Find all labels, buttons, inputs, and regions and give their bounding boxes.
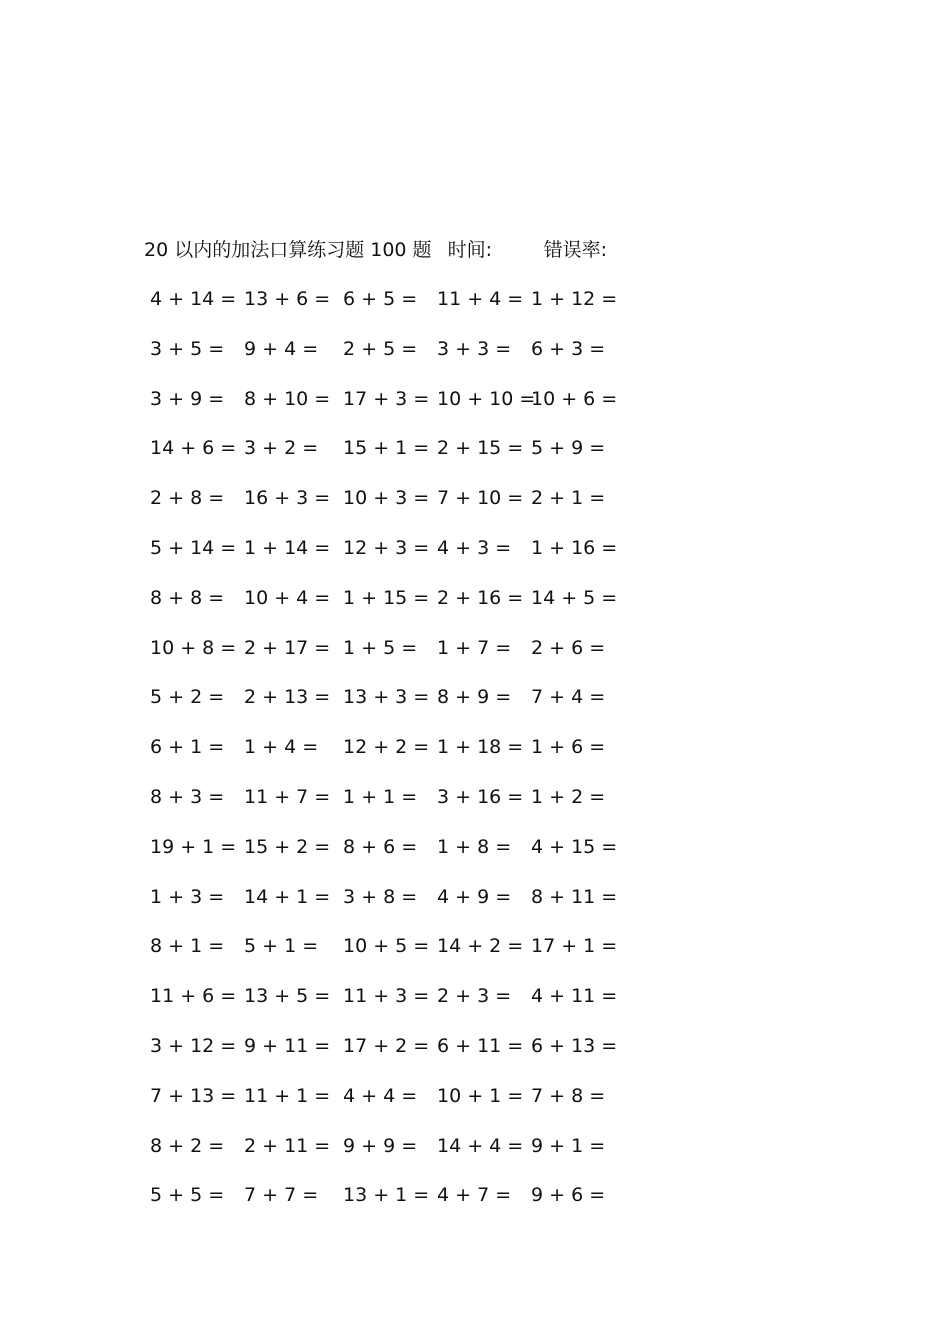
problem-r7-c1: 8 + 8 = — [150, 587, 225, 609]
problem-r19-c1: 5 + 5 = — [150, 1184, 225, 1206]
problem-r18-c4: 14 + 4 = — [437, 1135, 524, 1157]
problem-r3-c2: 8 + 10 = — [244, 388, 331, 410]
problem-r6-c3: 12 + 3 = — [343, 537, 430, 559]
problem-r15-c2: 13 + 5 = — [244, 985, 331, 1007]
problem-r10-c4: 1 + 18 = — [437, 736, 524, 758]
problem-r9-c1: 5 + 2 = — [150, 686, 225, 708]
problem-r5-c1: 2 + 8 = — [150, 487, 225, 509]
problem-r11-c5: 1 + 2 = — [531, 786, 606, 808]
problem-r5-c3: 10 + 3 = — [343, 487, 430, 509]
problem-r3-c1: 3 + 9 = — [150, 388, 225, 410]
problem-r13-c1: 1 + 3 = — [150, 886, 225, 908]
problem-r5-c2: 16 + 3 = — [244, 487, 331, 509]
problem-r10-c5: 1 + 6 = — [531, 736, 606, 758]
problem-r1-c2: 13 + 6 = — [244, 288, 331, 310]
problem-r13-c4: 4 + 9 = — [437, 886, 512, 908]
problem-r14-c4: 14 + 2 = — [437, 935, 524, 957]
problem-r4-c5: 5 + 9 = — [531, 437, 606, 459]
problem-r6-c1: 5 + 14 = — [150, 537, 237, 559]
problem-r7-c4: 2 + 16 = — [437, 587, 524, 609]
problem-r19-c4: 4 + 7 = — [437, 1184, 512, 1206]
worksheet-header — [144, 236, 607, 264]
problem-r10-c2: 1 + 4 = — [244, 736, 319, 758]
problem-r15-c5: 4 + 11 = — [531, 985, 618, 1007]
problem-r18-c3: 9 + 9 = — [343, 1135, 418, 1157]
time-label: 时间: — [447, 239, 493, 261]
problem-r8-c1: 10 + 8 = — [150, 637, 237, 659]
problem-r3-c4: 10 + 10 = — [437, 388, 536, 410]
problem-r12-c5: 4 + 15 = — [531, 836, 618, 858]
problem-r2-c2: 9 + 4 = — [244, 338, 319, 360]
problem-r13-c2: 14 + 1 = — [244, 886, 331, 908]
problem-r16-c4: 6 + 11 = — [437, 1035, 524, 1057]
problem-r12-c2: 15 + 2 = — [244, 836, 331, 858]
problem-r8-c3: 1 + 5 = — [343, 637, 418, 659]
problem-r7-c2: 10 + 4 = — [244, 587, 331, 609]
problem-r18-c1: 8 + 2 = — [150, 1135, 225, 1157]
problem-r4-c3: 15 + 1 = — [343, 437, 430, 459]
problem-r4-c2: 3 + 2 = — [244, 437, 319, 459]
problem-r11-c3: 1 + 1 = — [343, 786, 418, 808]
problem-r2-c4: 3 + 3 = — [437, 338, 512, 360]
problem-r14-c3: 10 + 5 = — [343, 935, 430, 957]
problem-r13-c5: 8 + 11 = — [531, 886, 618, 908]
problem-r7-c5: 14 + 5 = — [531, 587, 618, 609]
problem-r8-c4: 1 + 7 = — [437, 637, 512, 659]
problem-r14-c2: 5 + 1 = — [244, 935, 319, 957]
problem-r5-c5: 2 + 1 = — [531, 487, 606, 509]
problem-r6-c2: 1 + 14 = — [244, 537, 331, 559]
problem-r12-c4: 1 + 8 = — [437, 836, 512, 858]
problem-r17-c1: 7 + 13 = — [150, 1085, 237, 1107]
problem-r3-c3: 17 + 3 = — [343, 388, 430, 410]
problem-r4-c4: 2 + 15 = — [437, 437, 524, 459]
error-rate-label: 错误率: — [543, 239, 608, 261]
problem-r1-c1: 4 + 14 = — [150, 288, 237, 310]
problem-r19-c5: 9 + 6 = — [531, 1184, 606, 1206]
problem-r8-c5: 2 + 6 = — [531, 637, 606, 659]
problem-r5-c4: 7 + 10 = — [437, 487, 524, 509]
problem-r10-c3: 12 + 2 = — [343, 736, 430, 758]
problem-r19-c3: 13 + 1 = — [343, 1184, 430, 1206]
problem-r15-c4: 2 + 3 = — [437, 985, 512, 1007]
problem-r1-c3: 6 + 5 = — [343, 288, 418, 310]
problem-r11-c2: 11 + 7 = — [244, 786, 331, 808]
problem-r17-c3: 4 + 4 = — [343, 1085, 418, 1107]
problem-r18-c5: 9 + 1 = — [531, 1135, 606, 1157]
problem-r3-c5: 10 + 6 = — [531, 388, 618, 410]
problem-r15-c1: 11 + 6 = — [150, 985, 237, 1007]
problem-r19-c2: 7 + 7 = — [244, 1184, 319, 1206]
problem-r4-c1: 14 + 6 = — [150, 437, 237, 459]
problem-r7-c3: 1 + 15 = — [343, 587, 430, 609]
problem-r13-c3: 3 + 8 = — [343, 886, 418, 908]
problem-r11-c1: 8 + 3 = — [150, 786, 225, 808]
problem-r16-c5: 6 + 13 = — [531, 1035, 618, 1057]
problem-r11-c4: 3 + 16 = — [437, 786, 524, 808]
problem-r1-c4: 11 + 4 = — [437, 288, 524, 310]
problem-r2-c3: 2 + 5 = — [343, 338, 418, 360]
problem-r9-c5: 7 + 4 = — [531, 686, 606, 708]
problem-r8-c2: 2 + 17 = — [244, 637, 331, 659]
problem-r14-c1: 8 + 1 = — [150, 935, 225, 957]
problem-r6-c4: 4 + 3 = — [437, 537, 512, 559]
problem-r12-c3: 8 + 6 = — [343, 836, 418, 858]
problem-r9-c3: 13 + 3 = — [343, 686, 430, 708]
problem-r16-c3: 17 + 2 = — [343, 1035, 430, 1057]
problem-r15-c3: 11 + 3 = — [343, 985, 430, 1007]
problem-r12-c1: 19 + 1 = — [150, 836, 237, 858]
problem-r17-c2: 11 + 1 = — [244, 1085, 331, 1107]
problem-r6-c5: 1 + 16 = — [531, 537, 618, 559]
problem-r1-c5: 1 + 12 = — [531, 288, 618, 310]
problem-r10-c1: 6 + 1 = — [150, 736, 225, 758]
problem-r9-c4: 8 + 9 = — [437, 686, 512, 708]
worksheet-title: 20 以内的加法口算练习题 100 题 — [144, 239, 432, 261]
problem-r16-c1: 3 + 12 = — [150, 1035, 237, 1057]
problem-r18-c2: 2 + 11 = — [244, 1135, 331, 1157]
problem-r2-c1: 3 + 5 = — [150, 338, 225, 360]
problem-r16-c2: 9 + 11 = — [244, 1035, 331, 1057]
problem-r17-c5: 7 + 8 = — [531, 1085, 606, 1107]
problem-r14-c5: 17 + 1 = — [531, 935, 618, 957]
problem-r9-c2: 2 + 13 = — [244, 686, 331, 708]
problem-r2-c5: 6 + 3 = — [531, 338, 606, 360]
problem-r17-c4: 10 + 1 = — [437, 1085, 524, 1107]
